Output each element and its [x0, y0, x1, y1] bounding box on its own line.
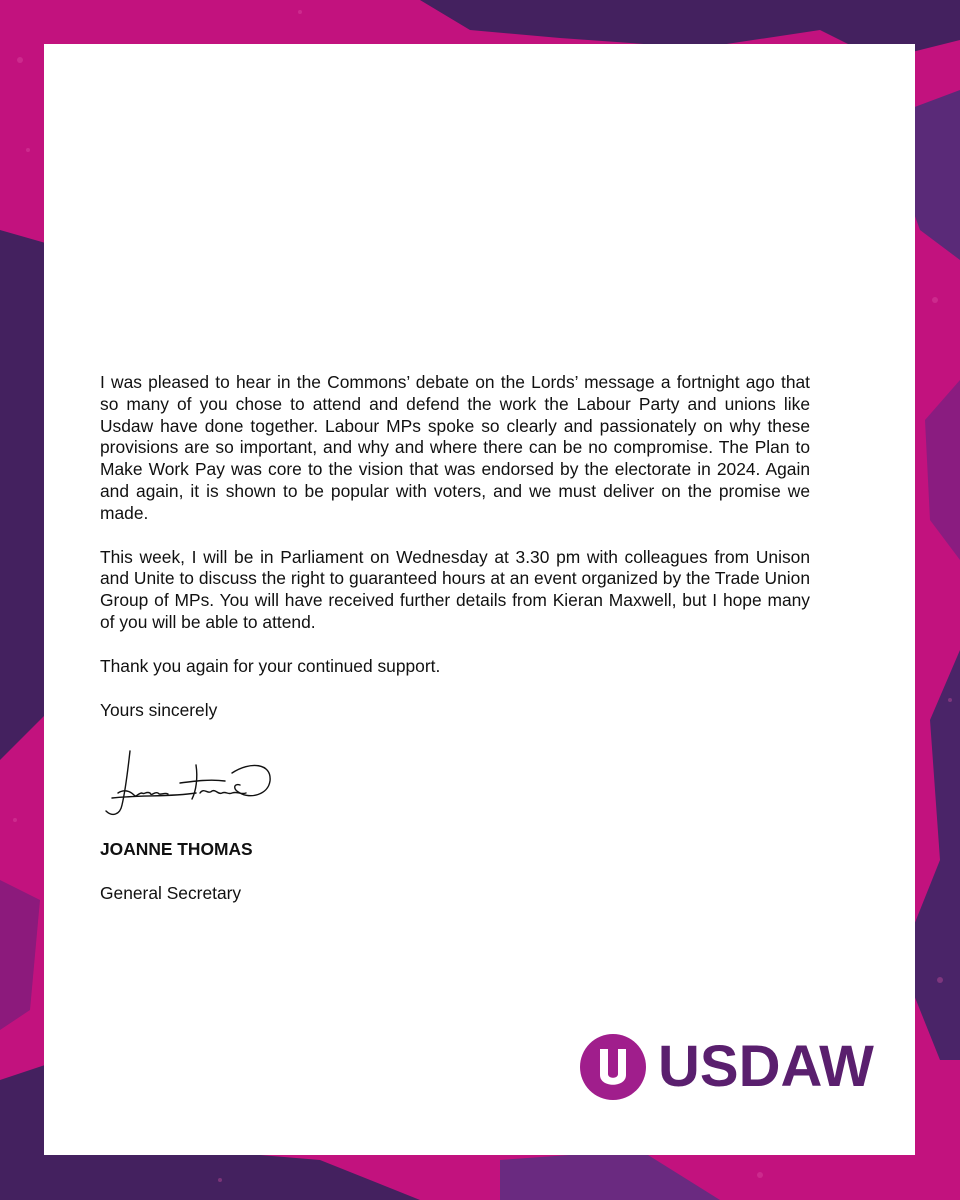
letter-paragraph-3: Thank you again for your continued support. [100, 655, 441, 676]
letter-paragraph-2: This week, I will be in Parliament on Wednesday at 3.30 pm with colleagues from Unison and Unite to discuss the right to guaranteed hours at an event organized by the Trade Union Group of MPs. You will have received further details from Kieran Maxwell, but I hope many of you will be able to attend. [100, 546, 810, 632]
usdaw-logo-mark-icon [580, 1034, 646, 1100]
closing-line: Yours sincerely [100, 699, 218, 720]
letter-page [44, 44, 915, 1155]
letter-body [100, 372, 810, 927]
signatory-title: General Secretary [100, 883, 242, 904]
usdaw-logo [580, 1034, 874, 1100]
logo-wordmark: USDAW [658, 1034, 874, 1099]
signatory-name: JOANNE THOMAS [100, 839, 253, 860]
letter-paragraph-1: I was pleased to hear in the Commons’ debate on the Lords’ message a fortnight ago that so many of you chose to attend and defend the work the Labour Party and unions like Usdaw have done together. Labour MPs spoke so clearly and passionately on why these provisions are so important, and why and where there can be no compromise. The Plan to Make Work Pay was core to the vision that was endorsed by the electorate in 2024. Again and again, it is shown to be popular with voters, and we must deliver on the promise we made. [100, 372, 810, 523]
handwritten-signature [100, 743, 275, 823]
